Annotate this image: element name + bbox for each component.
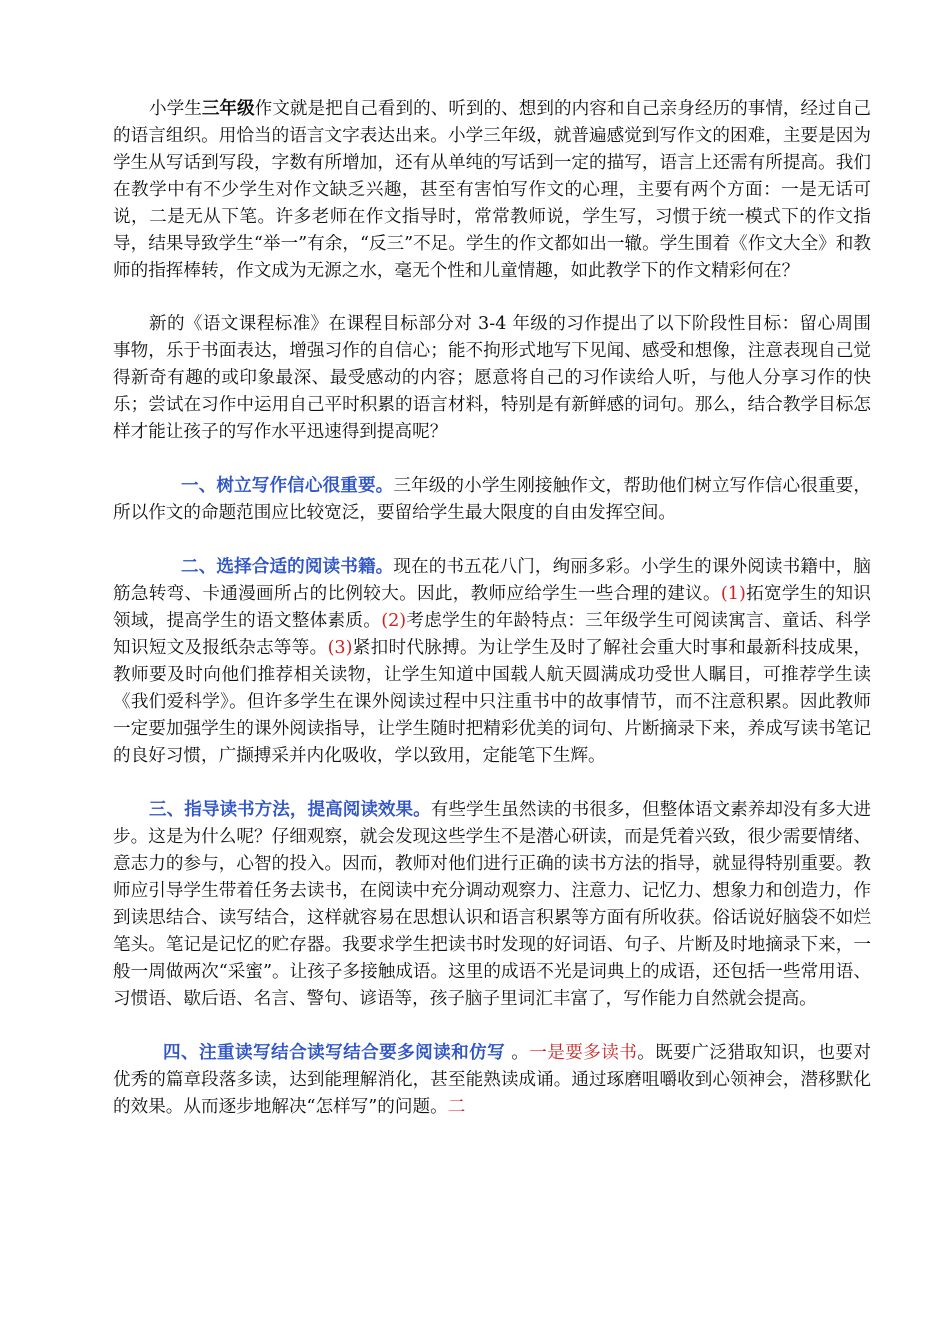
section-2-text-c: 考虑学生的年龄特点：三年级学生可阅读寓言、童话、科学知识短文及报纸杂志等等。 <box>113 611 871 658</box>
section-2-text-d: 紧扣时代脉搏。为让学生及时了解社会重大时事和最新科技成果，教师要及时向他们推荐相关读物，让学生知道中国载人航天圆满成功受世人瞩目，可推荐学生读《我们爱科学》。但许多学生在课外阅读过程中只注重书中的故事情节，而不注意积累。因此教师一定要加强学生的课外阅读指导，让学生随时把精彩优美的词句、片断摘录下来，养成写读书笔记的良好习惯，广撷搏采并内化吸收，学以致用，定能笔下生辉。 <box>113 638 871 766</box>
paragraph-section-3 <box>113 796 871 1013</box>
paragraph-section-4 <box>113 1039 871 1121</box>
section-3-heading: 三、指导读书方法，提高阅读效果。 <box>149 799 431 820</box>
document-page <box>113 95 871 1147</box>
section-4-heading: 四、注重读写结合读写结合要多阅读和仿写 <box>163 1042 506 1063</box>
section-2-text-a: 现在的书五花八门，绚丽多彩。小学生的课外阅读书籍中，脑筋急转弯、卡通漫画所占的比例较大。因此，教师应给学生一些合理的建议。 <box>113 557 871 604</box>
section-2-heading: 二、选择合适的阅读书籍。 <box>181 556 394 577</box>
section-4-separator: 。 <box>505 1043 530 1063</box>
intro-text: 作文就是把自己看到的、听到的、想到的内容和自己亲身经历的事情，经过自己的语言组织。用恰当的语言文字表达出来。小学三年级，就普遍感觉到写作文的困难，主要是因为学生从写话到写段，字数有所增加，还有从单纯的写话到一定的描写，语言上还需有所提高。我们在教学中有不少学生对作文缺乏兴趣，甚至有害怕写作文的心理，主要有两个方面：一是无话可说，二是无从下笔。许多老师在作文指导时，常常教师说，学生写，习惯于统一模式下的作文指导，结果导致学生“举一”有余，“反三”不足。学生的作文都如出一辙。学生围着《作文大全》和教师的指挥棒转，作文成为无源之水，毫无个性和儿童情趣，如此教学下的作文精彩何在？ <box>113 99 871 281</box>
paragraph-section-2 <box>113 553 871 770</box>
section-3-text: 有些学生虽然读的书很多，但整体语文素养却没有多大进步。这是为什么呢？仔细观察，就会发现这些学生不是潜心研读，而是凭着兴致，很少需要情绪、意志力的参与，心智的投入。因而，教师对他们进行正确的读书方法的指导，就显得特别重要。教师应引导学生带着任务去读书，在阅读中充分调动观察力、注意力、记忆力、想象力和创造力，作到读思结合、读写结合，这样就容易在思想认识和语言积累等方面有所收获。俗话说好脑袋不如烂笔头。笔记是记忆的贮存器。我要求学生把读书时发现的好词语、句子、片断及时地摘录下来，一般一周做两次“采蜜”。让孩子多接触成语。这里的成语不光是词典上的成语，还包括一些常用语、习惯语、歇后语、名言、警句、谚语等，孩子脑子里词汇丰富了，写作能力自然就会提高。 <box>113 800 871 1009</box>
paragraph-intro <box>113 95 871 285</box>
paragraph-curriculum: 新的《语文课程标准》在课程目标部分对 3-4 年级的习作提出了以下阶段性目标：留心周围事物，乐于书面表达，增强习作的自信心；能不拘形式地写下见闻、感受和想像，注意表现自己觉得新奇有趣的或印象最深、最受感动的内容；愿意将自己的习作读给人听，与他人分享习作的快乐；尝试在习作中运用自己平时积累的语言材料，特别是有新鲜感的词句。那么，结合教学目标怎样才能让孩子的写作水平迅速得到提高呢？ <box>113 314 871 442</box>
item-number-1: (1) <box>720 584 746 604</box>
grade-keyword: 三年级 <box>201 98 255 119</box>
paragraph-section-1 <box>113 472 871 527</box>
section-1-heading: 一、树立写作信心很重要。 <box>181 475 394 496</box>
intro-pre: 小学生 <box>149 99 202 119</box>
section-4-text: 。既要广泛猎取知识，也要对优秀的篇章段落多读，达到能理解消化，甚至能熟读成诵。通过琢磨咀嚼收到心领神会，潜移默化的效果。从而逐步地解决“怎样写”的问题。 <box>113 1043 871 1117</box>
section-4-point-1: 一是要多读书 <box>529 1043 638 1063</box>
item-number-3: (3) <box>327 638 353 658</box>
section-1-text: 三年级的小学生刚接触作文，帮助他们树立写作信心很重要，所以作文的命题范围应比较宽泛，要留给学生最大限度的自由发挥空间。 <box>113 476 871 523</box>
section-4-point-2-start: 二 <box>447 1097 466 1117</box>
item-number-2: (2) <box>381 611 407 631</box>
section-2-text-b: 拓宽学生的知识领域，提高学生的语文整体素质。 <box>113 584 871 631</box>
